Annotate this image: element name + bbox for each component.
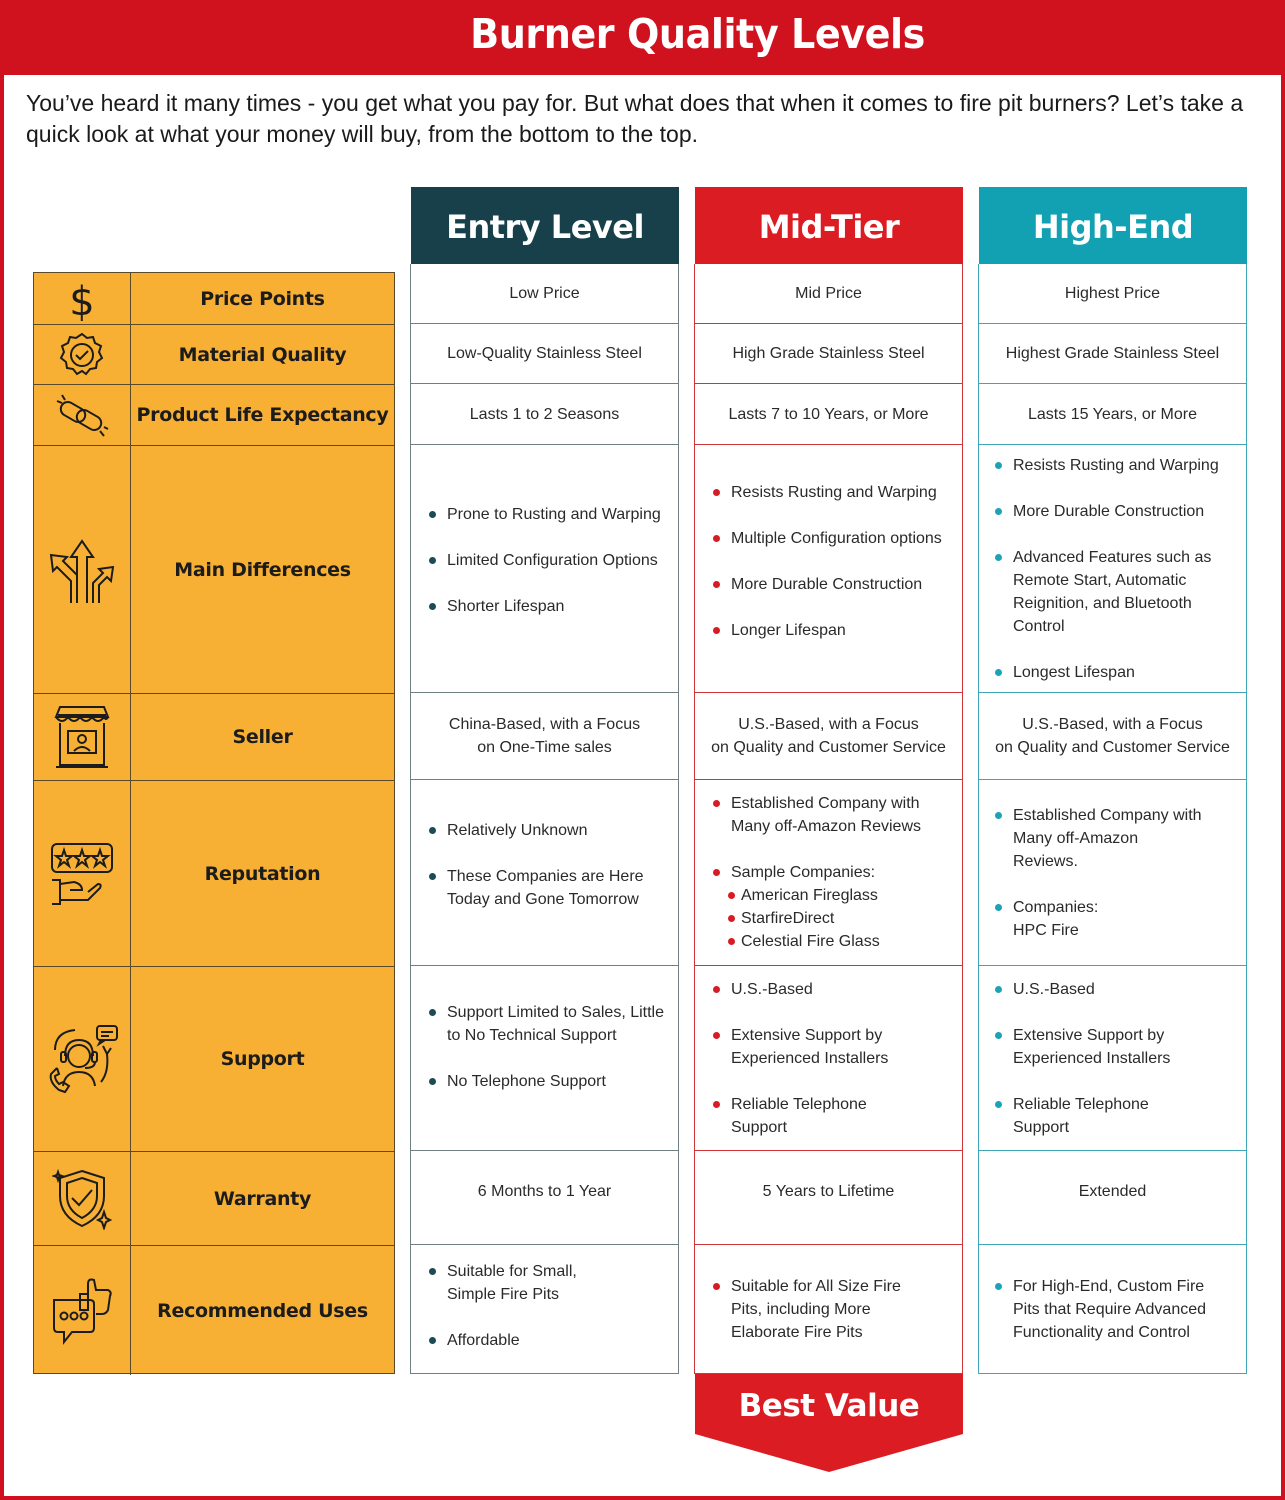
entry-life: Lasts 1 to 2 Seasons (411, 384, 678, 445)
high-seller (979, 693, 1246, 780)
entry-material: Low-Quality Stainless Steel (411, 324, 678, 384)
list-item: Limited Configuration Options (447, 549, 661, 572)
label-product-life: Product Life Expectancy (136, 404, 389, 426)
best-value-label: Best Value (738, 1388, 920, 1424)
list-item: Reliable Telephone Support (1013, 1093, 1206, 1139)
list-item: Resists Rusting and Warping (731, 481, 942, 504)
high-seller-line-2: on Quality and Customer Service (995, 739, 1230, 756)
high-material: Highest Grade Stainless Steel (979, 324, 1246, 384)
list-item: Multiple Configuration options (731, 527, 942, 550)
label-row-uses (34, 1246, 394, 1375)
svg-text:$: $ (69, 278, 95, 321)
list-item: Celestial Fire Glass (741, 930, 922, 953)
entry-seller-line-2: on One-Time sales (477, 739, 612, 756)
entry-seller (411, 693, 678, 780)
high-support (979, 966, 1246, 1151)
chain-link-icon (34, 385, 131, 445)
label-row-reputation (34, 781, 394, 967)
label-row-price (34, 273, 394, 325)
list-item: More Durable Construction (1013, 500, 1244, 523)
list-item: Relatively Unknown (447, 819, 672, 842)
label-row-life (34, 385, 394, 446)
high-warranty: Extended (979, 1151, 1246, 1245)
header-high-end: High-End (979, 187, 1247, 264)
mid-differences (695, 445, 962, 693)
label-seller: Seller (232, 726, 293, 748)
header-mid-tier: Mid-Tier (695, 187, 963, 264)
list-item: Established Company with Many off-Amazon Reviews (731, 792, 922, 838)
dollar-icon (34, 273, 131, 324)
intro-paragraph: You’ve heard it many times - you get what you pay for. But what does that when it comes to fire pit burners? Let’s take a quick look at what your money will buy, from the bottom to the top. (26, 90, 1244, 147)
column-entry-level (410, 264, 679, 1374)
list-item: U.S.-Based (1013, 978, 1206, 1001)
entry-uses (411, 1245, 678, 1374)
sample-companies-list (695, 884, 922, 953)
list-item: Reliable Telephone Support (731, 1093, 922, 1139)
row-label-column (33, 272, 395, 1374)
shield-check-icon (34, 1152, 131, 1245)
mid-reputation (695, 780, 962, 966)
list-item: More Durable Construction (731, 573, 942, 596)
high-seller-line-1: U.S.-Based, with a Focus (1022, 716, 1203, 733)
best-value-banner (695, 1374, 963, 1472)
list-item: Advanced Features such as Remote Start, Automatic Reignition, and Bluetooth Control (1013, 546, 1244, 638)
thumbs-up-chat-icon (34, 1246, 131, 1375)
rating-stars-icon (34, 781, 131, 966)
list-item: U.S.-Based (731, 978, 922, 1001)
high-differences (979, 445, 1246, 693)
entry-price: Low Price (411, 264, 678, 324)
list-item: Extensive Support by Experienced Installers (731, 1024, 922, 1070)
entry-reputation (411, 780, 678, 966)
customer-support-icon (34, 967, 131, 1151)
list-item: No Telephone Support (447, 1070, 672, 1093)
list-item: Shorter Lifespan (447, 595, 661, 618)
mid-seller-line-1: U.S.-Based, with a Focus (738, 716, 919, 733)
mid-seller-line-2: on Quality and Customer Service (711, 739, 946, 756)
list-item: Suitable for All Size Fire Pits, including More Elaborate Fire Pits (731, 1275, 912, 1344)
label-row-material (34, 325, 394, 385)
mid-uses (695, 1245, 962, 1374)
quality-badge-icon (34, 325, 131, 384)
label-row-seller (34, 694, 394, 781)
column-high-end (978, 264, 1247, 1374)
high-reputation (979, 780, 1246, 966)
list-item: Longest Lifespan (1013, 661, 1244, 684)
label-row-support (34, 967, 394, 1152)
label-support: Support (220, 1048, 305, 1070)
mid-warranty: 5 Years to Lifetime (695, 1151, 962, 1245)
list-item: Affordable (447, 1329, 588, 1352)
list-item: Prone to Rusting and Warping (447, 503, 661, 526)
high-price: Highest Price (979, 264, 1246, 324)
storefront-icon (34, 694, 131, 780)
entry-differences (411, 445, 678, 693)
label-material-quality: Material Quality (178, 343, 347, 366)
label-row-differences (34, 446, 394, 694)
sample-companies-label: Sample Companies: (731, 864, 876, 881)
label-reputation: Reputation (204, 862, 321, 885)
high-life: Lasts 15 Years, or More (979, 384, 1246, 445)
page-title: Burner Quality Levels (470, 10, 925, 58)
list-item: These Companies are Here Today and Gone Tomorrow (447, 865, 672, 911)
list-item (731, 861, 922, 953)
company-name: HPC Fire (1013, 921, 1079, 939)
entry-warranty: 6 Months to 1 Year (411, 1151, 678, 1245)
header-entry-level: Entry Level (411, 187, 679, 264)
label-price-points: Price Points (200, 287, 325, 310)
high-uses (979, 1245, 1246, 1374)
list-item: Extensive Support by Experienced Installers (1013, 1024, 1206, 1070)
list-item: Established Company with Many off-Amazon Reviews. (1013, 804, 1206, 873)
list-item: StarfireDirect (741, 907, 922, 930)
list-item: American Fireglass (741, 884, 922, 907)
label-warranty: Warranty (213, 1187, 312, 1210)
diverging-arrows-icon (34, 446, 131, 693)
list-item: Resists Rusting and Warping (1013, 454, 1244, 477)
list-item: Longer Lifespan (731, 619, 942, 642)
column-mid-tier (694, 264, 963, 1374)
title-bar (0, 0, 1285, 75)
list-item: Suitable for Small, Simple Fire Pits (447, 1260, 588, 1306)
label-recommended-uses: Recommended Uses (157, 1299, 368, 1322)
mid-life: Lasts 7 to 10 Years, or More (695, 384, 962, 445)
entry-seller-line-1: China-Based, with a Focus (448, 716, 641, 733)
list-item (1013, 896, 1206, 942)
mid-material: High Grade Stainless Steel (695, 324, 962, 384)
list-item: Support Limited to Sales, Little to No Technical Support (447, 1001, 672, 1047)
label-main-differences: Main Differences (174, 558, 351, 581)
mid-seller (695, 693, 962, 780)
label-row-warranty (34, 1152, 394, 1246)
companies-label: Companies: (1013, 898, 1099, 916)
list-item: For High-End, Custom Fire Pits that Require Advanced Functionality and Control (1013, 1275, 1206, 1344)
mid-support (695, 966, 962, 1151)
mid-price: Mid Price (695, 264, 962, 324)
entry-support (411, 966, 678, 1151)
